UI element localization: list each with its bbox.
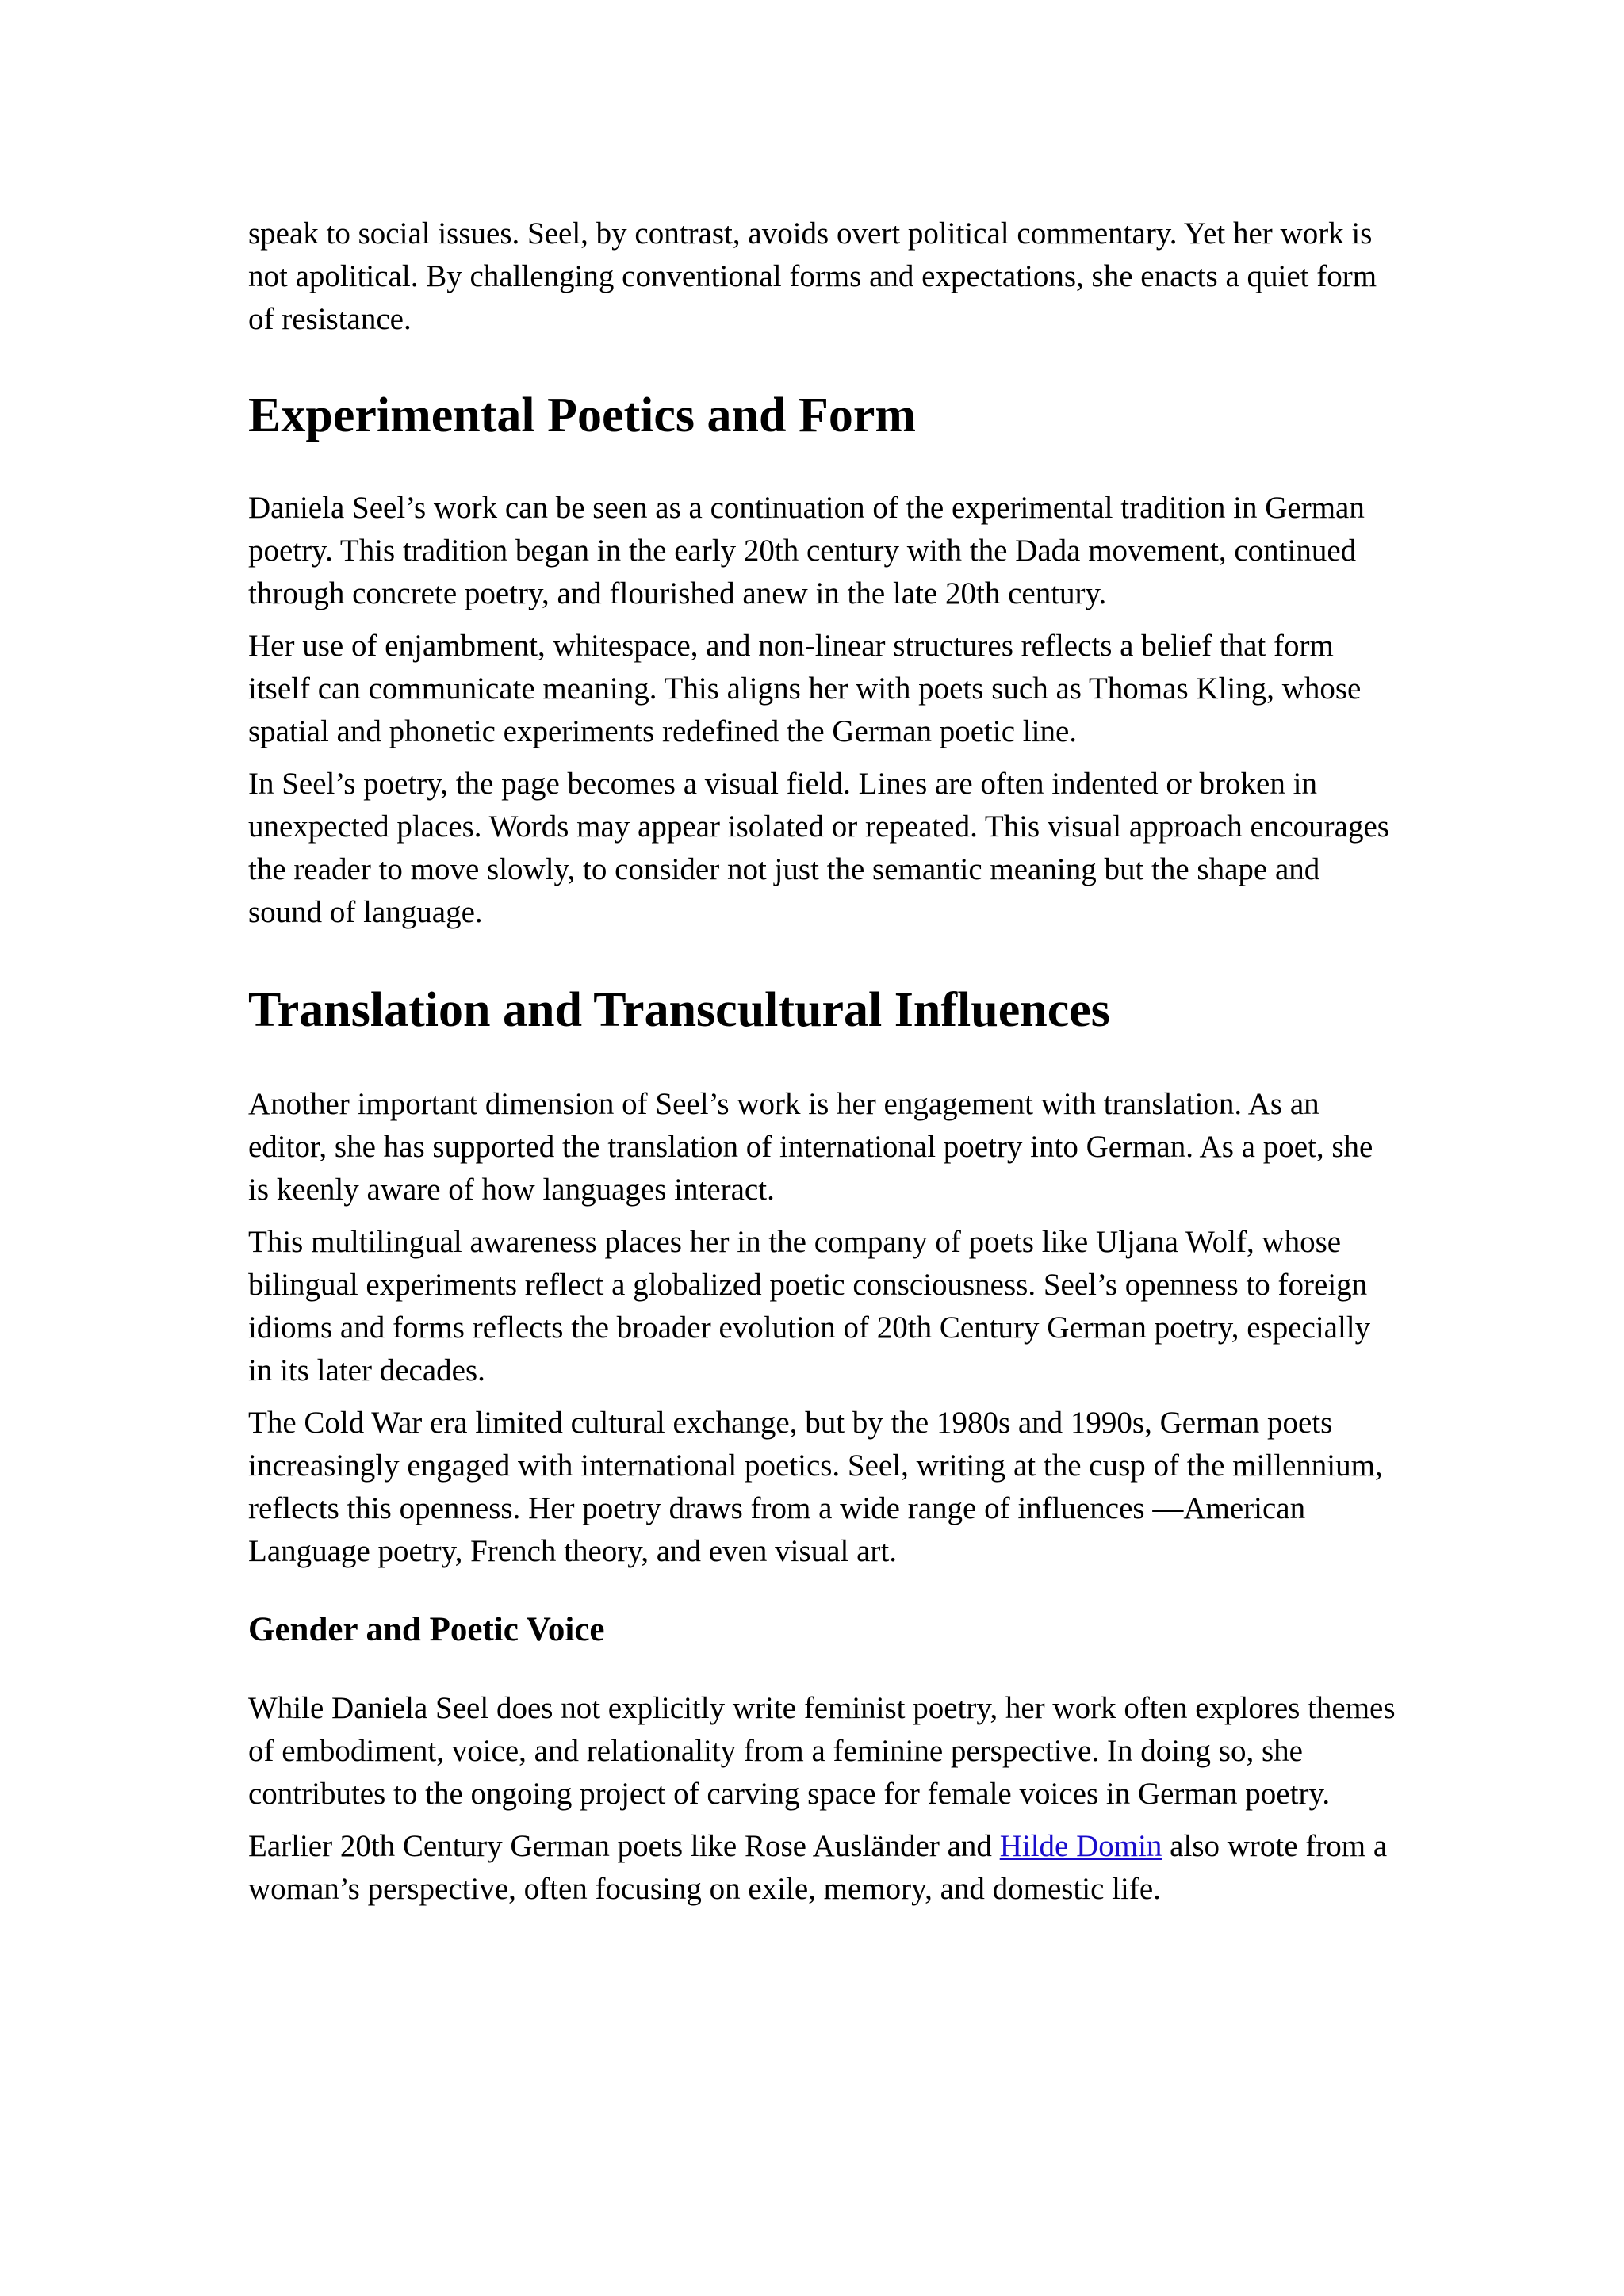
section-heading-experimental: Experimental Poetics and Form <box>248 388 917 442</box>
hilde-domin-link[interactable]: Hilde Domin <box>999 1829 1162 1863</box>
experimental-paragraph-1: Daniela Seel’s work can be seen as a continuation of the experimental tradition in German poetry. This tradition began in the early 20th century with the Dada movement, continued through concrete poetry, and flourished anew in the late 20th century. <box>248 491 1365 610</box>
translation-paragraph-3: The Cold War era limited cultural exchange, but by the 1980s and 1990s, German poets increasingly engaged with international poetics. Seel, writing at the cusp of the millennium, reflects this openness. Her poetry draws from a wide range of influences —American Language poetry, French theory, and even visual art. <box>248 1406 1383 1568</box>
document-page <box>248 212 1398 1920</box>
section-heading-translation: Translation and Transcultural Influences <box>248 983 1110 1037</box>
gender-paragraph-2-text-after: also wrote from a woman’s perspective, often focusing on exile, memory, and domestic life. <box>248 1829 1388 1906</box>
translation-paragraph-2: This multilingual awareness places her in the company of poets like Uljana Wolf, whose bilingual experiments reflect a globalized poetic consciousness. Seel’s openness to foreign idioms and forms reflects the broader evolution of 20th Century German poetry, especially in its later decades. <box>248 1225 1371 1387</box>
gender-paragraph-1: While Daniela Seel does not explicitly write feminist poetry, her work often explores themes of embodiment, voice, and relationality from a feminine perspective. In doing so, she contributes to the ongoing project of carving space for female voices in German poetry. <box>248 1691 1396 1811</box>
intro-paragraph: speak to social issues. Seel, by contrast, avoids overt political commentary. Yet her work is not apolitical. By challenging conventional forms and expectations, she enacts a quiet form of resistance. <box>248 216 1377 336</box>
translation-paragraph-1: Another important dimension of Seel’s work is her engagement with translation. As an editor, she has supported the translation of international poetry into German. As a poet, she is keenly aware of how languages interact. <box>248 1087 1373 1207</box>
experimental-paragraph-2: Her use of enjambment, whitespace, and non-linear structures reflects a belief that form itself can communicate meaning. This aligns her with poets such as Thomas Kling, whose spatial and phonetic experiments redefined the German poetic line. <box>248 629 1362 748</box>
gender-paragraph-2 <box>248 1825 1398 1911</box>
gender-paragraph-2-text-before: Earlier 20th Century German poets like Rose Ausländer and <box>248 1829 1000 1863</box>
experimental-paragraph-3: In Seel’s poetry, the page becomes a visual field. Lines are often indented or broken in unexpected places. Words may appear isolated or repeated. This visual approach encourages the reader to move slowly, to consider not just the semantic meaning but the shape and sound of language. <box>248 767 1389 929</box>
subsection-heading-gender: Gender and Poetic Voice <box>248 1611 605 1648</box>
